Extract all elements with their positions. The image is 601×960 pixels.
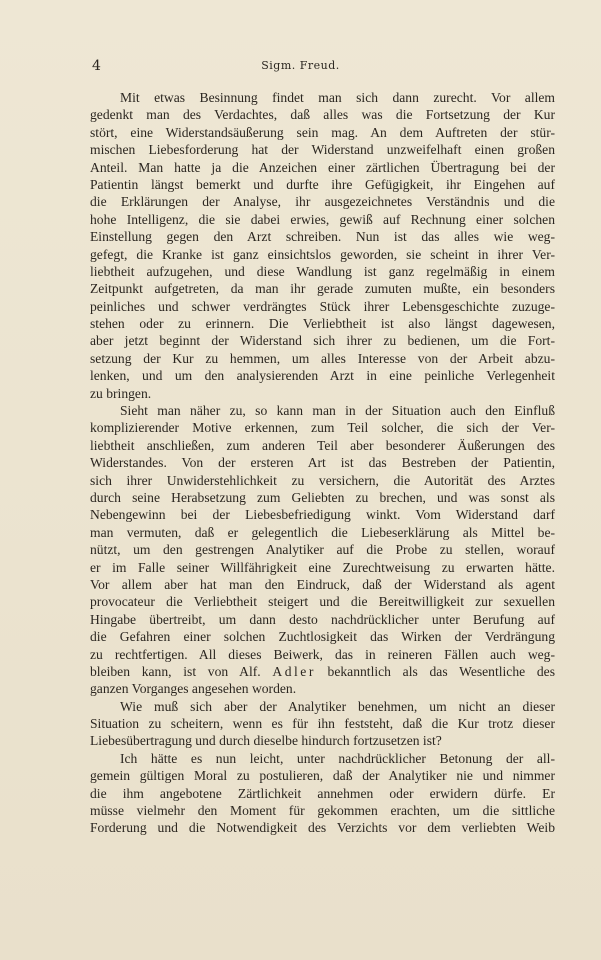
text-line: gedenkt man des Verdachtes, daß alles was die Fortsetzung der Kur — [90, 107, 555, 123]
text-line: durch seine Herabsetzung zum Geliebten zu brechen, und was sonst als — [90, 489, 555, 505]
paragraph-3 — [90, 698, 555, 750]
text-line: zu bringen. — [90, 385, 152, 401]
text-line: mischen Liebesforderung hat der Widerstand unzweifelhaft einen großen — [90, 142, 555, 158]
text-line: Wie muß sich aber der Analytiker benehmen, um nicht an dieser — [120, 698, 555, 714]
text-line: lenken, und um den analysierenden Arzt in eine peinliche Verlegenheit — [90, 368, 555, 384]
text-line: Mit etwas Besinnung findet man sich dann zurecht. Vor allem — [120, 90, 555, 105]
text-line: Zeitpunkt aufgetreten, da man ihr gerade zumuten mußte, ein besonders — [90, 281, 555, 297]
paragraph-1 — [90, 89, 555, 402]
body-text — [90, 89, 555, 837]
text-line: nützt, um den gestrengen Analytiker auf die Probe zu stellen, worauf — [90, 542, 555, 558]
text-line: ganzen Vorganges angesehen worden. — [90, 681, 297, 697]
text-line: Patientin längst bemerkt und durfte ihre Gefügigkeit, ihr Eingehen auf — [90, 176, 555, 192]
text-line: Ich hätte es nun leicht, unter nachdrücklicher Betonung der all- — [120, 750, 555, 766]
text-line: die ihm angebotene Zärtlichkeit annehmen oder erwidern dürfe. Er — [90, 785, 555, 801]
text-line: Widerstandes. Von der ersteren Art ist das Bestreben der Patientin, — [90, 455, 555, 471]
text-line: Liebesübertragung und durch dieselbe hindurch fortzusetzen ist? — [90, 733, 442, 749]
text-line: müsse vielmehr den Moment für gekommen erachten, um die sittliche — [90, 803, 555, 819]
page-number: 4 — [92, 58, 101, 74]
text-fragment: bekanntlich als das Wesentliche des — [315, 663, 555, 679]
text-line: Situation zu scheitern, wenn es für ihn feststeht, daß die Kur trotz dieser — [90, 716, 555, 732]
text-line-adler — [90, 663, 555, 680]
text-line: hohe Intelligenz, die sie dabei erwies, gewiß auf Rechnung einer solchen — [90, 211, 555, 227]
text-line: setzung der Kur zu hemmen, um alles Interesse von der Arbeit abzu- — [90, 350, 555, 366]
text-line: komplizierender Motive erkennen, zum Teil solcher, die sich der Ver- — [90, 420, 555, 436]
text-line: Sieht man näher zu, so kann man in der Situation auch den Einfluß — [120, 403, 555, 419]
text-line: zu rechtfertigen. All dieses Beiwerk, das in reineren Fällen auch weg- — [90, 646, 555, 662]
text-line: sich ihrer Unwiderstehlichkeit zu versichern, die Autorität des Arztes — [90, 472, 555, 488]
text-line: er im Falle seiner Willfährigkeit eine Zurechtweisung zu erwarten hätte. — [90, 559, 555, 575]
text-line: liebtheit aufzugehen, und diese Wandlung ist ganz regelmäßig in einem — [90, 263, 555, 279]
page-header — [0, 58, 601, 78]
text-line: Nebengewinn bei der Liebesbefriedigung winkt. Vom Widerstand darf — [90, 507, 555, 523]
text-line: stört, eine Widerstandsäußerung sein mag. An dem Auftreten der stür- — [90, 124, 555, 140]
text-fragment: bleiben kann, ist von Alf. — [90, 663, 273, 679]
text-line: Anteil. Man hatte ja die Anzeichen einer zärtlichen Übertragung bei der — [90, 159, 555, 175]
text-line: Vor allem aber hat man den Eindruck, daß der Widerstand als agent — [90, 576, 555, 592]
paragraph-4 — [90, 750, 555, 837]
text-line: Einstellung gegen den Arzt schreiben. Nun ist das alles wie weg- — [90, 229, 555, 245]
text-line: aber jetzt beginnt der Widerstand sich ihrer zu bedienen, um die Fort- — [90, 333, 555, 349]
text-line: man vermuten, daß er gelegentlich die Liebeserklärung als Mittel be- — [90, 524, 555, 540]
text-line: peinliches und schwer verdrängtes Stück ihrer Lebensgeschichte zuzuge- — [90, 298, 555, 314]
text-line: liebtheit anschließen, zum anderen Teil aber besonderer Äußerungen des — [90, 437, 555, 453]
text-line: die Gefahren einer solchen Zuchtlosigkeit das Wirken der Verdrängung — [90, 629, 555, 645]
running-title: Sigm. Freud. — [261, 59, 340, 72]
text-line: stehen oder zu erinnern. Die Verliebtheit ist also längst dagewesen, — [90, 316, 555, 332]
text-line: Hingabe übertreibt, um dann desto nachdrücklicher unter Berufung auf — [90, 611, 555, 627]
text-line: Forderung und die Notwendigkeit des Verzichts vor dem verliebten Weib — [90, 820, 555, 836]
text-line: provocateur die Verliebtheit steigert und die Bereitwilligkeit zur sexuellen — [90, 594, 555, 610]
author-name-adler: Adler — [272, 663, 316, 679]
text-line: gefegt, die Kranke ist ganz einsichtslos geworden, sie scheint in ihrer Ver- — [90, 246, 555, 262]
text-line: die Erklärungen der Analyse, ihr ausgezeichnetes Verständnis und die — [90, 194, 555, 210]
text-line: gemein gültigen Moral zu postulieren, daß der Analytiker nie und nimmer — [90, 768, 555, 784]
paragraph-2 — [90, 402, 555, 698]
